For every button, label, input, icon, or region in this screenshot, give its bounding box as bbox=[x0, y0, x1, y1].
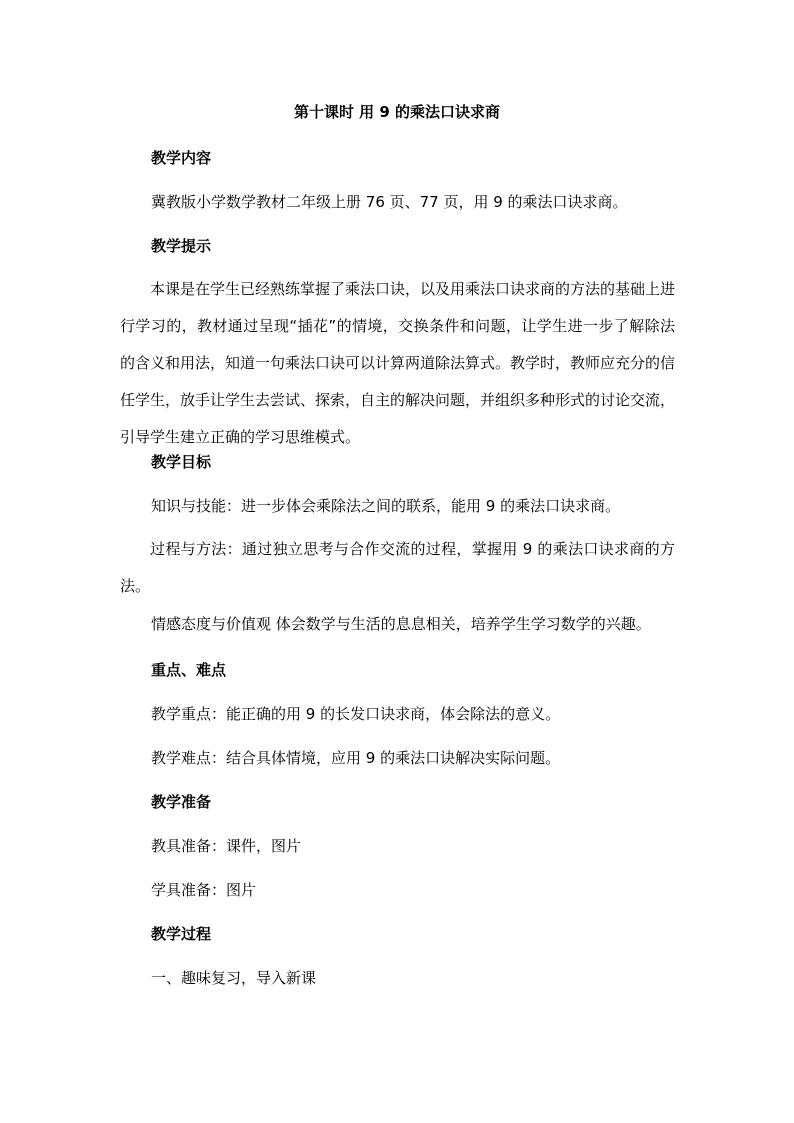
section-heading-goals: 教学目标 bbox=[151, 453, 212, 471]
goal-knowledge: 知识与技能：进一步体会乘除法之间的联系，能用 9 的乘法口诀求商。 bbox=[151, 497, 621, 515]
key-point: 教学重点：能正确的用 9 的长发口诀求商，体会除法的意义。 bbox=[151, 705, 561, 723]
section-heading-hint: 教学提示 bbox=[151, 237, 212, 255]
difficult-point: 教学难点：结合具体情境，应用 9 的乘法口诀解决实际问题。 bbox=[151, 749, 561, 767]
goal-process: 过程与方法：通过独立思考与合作交流的过程，掌握用 9 的乘法口诀求商的方法。 bbox=[120, 540, 675, 595]
section-heading-process: 教学过程 bbox=[151, 925, 212, 943]
hint-paragraph: 本课是在学生已经熟练掌握了乘法口诀，以及用乘法口诀求商的方法的基础上进行学习的，教材通过呈现“插花”的情境，交换条件和问题，让学生进一步了解除法的含义和用法，知道一句乘法口诀可以计算两道除法算式。教学时，教师应充分的信任学生，放手让学生去尝试、探索，自主的解决问题，并组织多种形式的讨论交流，引导学生建立正确的学习思维模式。 bbox=[120, 280, 676, 446]
content-text: 冀教版小学数学教材二年级上册 76 页、77 页，用 9 的乘法口诀求商。 bbox=[151, 193, 628, 211]
document-title: 第十课时 用 9 的乘法口诀求商 bbox=[293, 103, 501, 121]
section-heading-content: 教学内容 bbox=[151, 149, 212, 167]
section-heading-key: 重点、难点 bbox=[151, 661, 227, 679]
student-prep: 学具准备：图片 bbox=[151, 881, 257, 899]
process-step-one: 一、趣味复习，导入新课 bbox=[151, 969, 317, 987]
teacher-prep: 教具准备：课件，图片 bbox=[151, 837, 302, 855]
goal-emotion: 情感态度与价值观 体会数学与生活的息息相关，培养学生学习数学的兴趣。 bbox=[151, 615, 651, 633]
section-heading-prep: 教学准备 bbox=[151, 793, 212, 811]
